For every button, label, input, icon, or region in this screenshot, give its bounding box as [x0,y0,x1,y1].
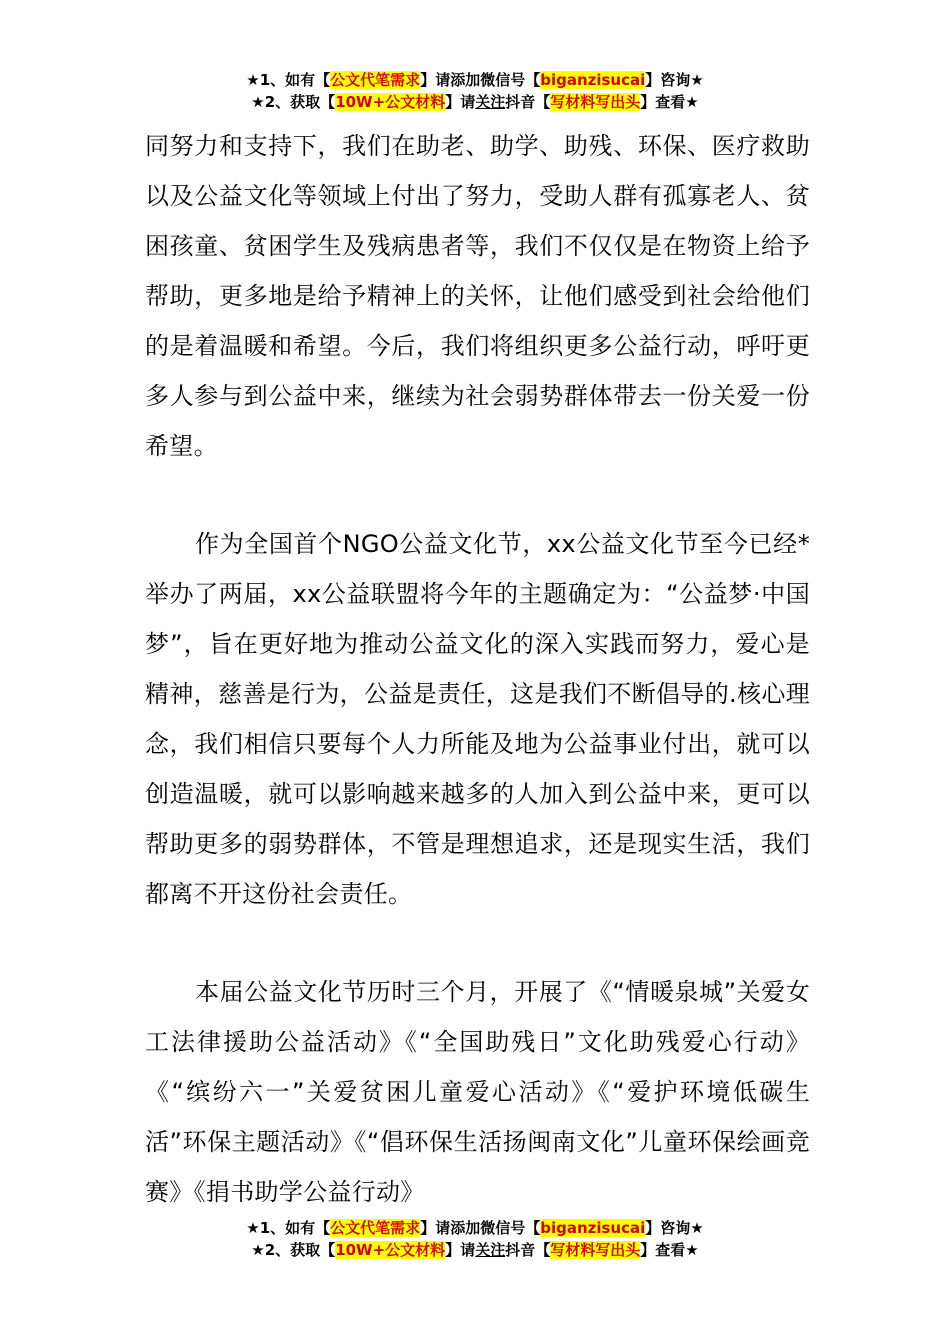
document-body [145,121,810,1217]
banner-text: 】查看★ [640,1241,699,1259]
banner-text: 】咨询★ [645,1219,704,1237]
highlight-douyin: 写材料写出头 [550,1241,641,1259]
highlight-wechat-id: biganzisucai [540,71,646,89]
highlight-service: 公文代笔需求 [330,1219,421,1237]
banner-text: 抖音【 [505,93,551,111]
underline-follow: 关注 [475,93,506,111]
footer-banner [0,1217,950,1261]
paragraph-festival-intro: 作为全国首个NGO公益文化节，xx公益文化节至今已经*举办了两届，xx公益联盟将今年的主题确定为：“公益梦·中国梦”，旨在更好地为推动公益文化的深入实践而努力，爱心是精神，慈善是行为，公益是责任，这是我们不断倡导的.核心理念，我们相信只要每个人力所能及地为公益事业付出，就可以创造温暖，就可以影响越来越多的人加入到公益中来，更可以帮助更多的弱势群体，不管是理想追求，还是现实生活，我们都离不开这份社会责任。 [145,530,810,908]
paragraph-continuation: 同努力和支持下，我们在助老、助学、助残、环保、医疗救助以及公益文化等领域上付出了努力，受助人群有孤寡老人、贫困孩童、贫困学生及残病患者等，我们不仅仅是在物资上给予帮助，更多地是给予精神上的关怀，让他们感受到社会给他们的是着温暖和希望。今后，我们将组织更多公益行动，呼吁更多人参与到公益中来，继续为社会弱势群体带去一份关爱一份希望。 [145,132,810,460]
banner-text: ★1、如有【 [246,71,331,89]
banner-line-1 [0,1217,950,1239]
highlight-materials: 10W+公文材料 [335,93,446,111]
highlight-douyin: 写材料写出头 [550,93,641,111]
paragraph-activities: 本届公益文化节历时三个月，开展了《“情暖泉城”关爱女工法律援助公益活动》《“全国助残日”文化助残爱心行动》《“缤纷六一”关爱贫困儿童爱心活动》《“爱护环境低碳生活”环保主题活动》《“倡环保生活扬闽南文化”儿童环保绘画竞赛》《捐书助学公益行动》 [145,978,810,1206]
banner-text: 】请添加微信号【 [420,71,541,89]
highlight-service: 公文代笔需求 [330,71,421,89]
banner-text: 】请添加微信号【 [420,1219,541,1237]
banner-text: 】查看★ [640,93,699,111]
banner-line-1 [0,69,950,91]
header-banner [0,69,950,113]
banner-text: ★1、如有【 [246,1219,331,1237]
underline-follow: 关注 [475,1241,506,1259]
banner-text: 】请 [445,1241,476,1259]
banner-line-2 [0,91,950,113]
banner-text: 】咨询★ [645,71,704,89]
banner-text: ★2、获取【 [251,93,336,111]
banner-text: 抖音【 [505,1241,551,1259]
banner-text: 】请 [445,93,476,111]
paragraph-spacer [145,919,810,967]
paragraph-spacer [145,471,810,519]
highlight-materials: 10W+公文材料 [335,1241,446,1259]
banner-text: ★2、获取【 [251,1241,336,1259]
banner-line-2 [0,1239,950,1261]
highlight-wechat-id: biganzisucai [540,1219,646,1237]
